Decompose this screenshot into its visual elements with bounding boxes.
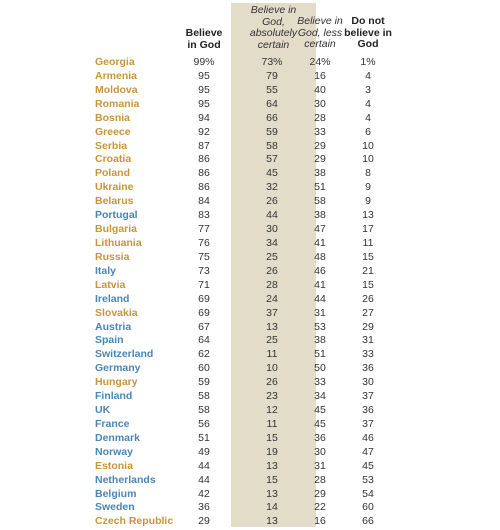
country-label: Norway [95, 445, 133, 458]
cell-value-col3: 48 [314, 250, 326, 263]
country-label: Finland [95, 390, 133, 403]
cell-value-col1: 95 [198, 69, 210, 82]
cell-value-col4: 4 [365, 97, 371, 110]
cell-value-col2: 45 [266, 167, 278, 180]
cell-value-col2: 11 [266, 417, 278, 430]
cell-value-col4: 15 [362, 250, 374, 263]
column-header-2-line-4: certain [257, 38, 290, 51]
cell-value-col4: 45 [362, 459, 374, 472]
table-row [0, 320, 500, 334]
cell-value-col4: 15 [362, 278, 374, 291]
cell-value-col2: 14 [266, 501, 278, 514]
country-label: Denmark [95, 431, 140, 444]
cell-value-col3: 45 [314, 417, 326, 430]
column-header-3-line-3: certain [304, 38, 336, 50]
cell-value-col4: 27 [362, 306, 374, 319]
table-row [0, 55, 500, 69]
table-row [0, 500, 500, 514]
country-label: Armenia [95, 69, 138, 82]
cell-value-col3: 34 [314, 390, 326, 403]
cell-value-col1: 86 [198, 167, 210, 180]
cell-value-col1: 44 [198, 473, 210, 486]
cell-value-col2: 15 [266, 431, 278, 444]
country-label: Netherlands [95, 473, 156, 486]
cell-value-col1: 77 [198, 223, 210, 235]
country-label: Moldova [95, 83, 138, 96]
column-header-1-line-2: in God [187, 38, 221, 51]
country-label: Lithuania [95, 237, 142, 249]
cell-value-col4: 54 [362, 487, 374, 500]
cell-value-col1: 95 [198, 97, 210, 110]
cell-value-col4: 4 [365, 69, 371, 82]
cell-value-col2: 64 [266, 97, 278, 110]
cell-value-col1: 69 [198, 292, 210, 305]
cell-value-col1: 69 [198, 306, 210, 319]
cell-value-col4: 60 [362, 501, 374, 514]
cell-value-col4: 10 [362, 139, 374, 152]
table-row [0, 375, 500, 389]
table-row [0, 83, 500, 97]
cell-value-col2: 37 [266, 306, 278, 319]
cell-value-col2: 23 [266, 390, 278, 403]
cell-value-col3: 41 [314, 278, 326, 291]
cell-value-col2: 12 [266, 404, 278, 416]
cell-value-col3: 29 [314, 153, 326, 166]
country-label: Romania [95, 97, 140, 110]
cell-value-col3: 36 [314, 431, 326, 444]
cell-value-col4: 26 [362, 292, 374, 305]
cell-value-col2: 73% [261, 56, 283, 68]
cell-value-col2: 13 [266, 459, 278, 472]
cell-value-col2: 44 [266, 209, 278, 222]
cell-value-col2: 28 [266, 278, 278, 291]
cell-value-col2: 25 [266, 334, 278, 347]
cell-value-col1: 94 [198, 111, 210, 124]
country-label: France [95, 417, 130, 430]
cell-value-col2: 79 [266, 69, 278, 82]
cell-value-col4: 8 [365, 167, 371, 180]
cell-value-col3: 30 [314, 445, 326, 458]
cell-value-col3: 22 [314, 501, 326, 514]
table-row [0, 222, 500, 236]
cell-value-col3: 41 [314, 237, 326, 249]
cell-value-col3: 46 [314, 264, 326, 277]
cell-value-col2: 58 [266, 139, 278, 152]
country-label: Serbia [95, 139, 128, 152]
cell-value-col4: 30 [362, 376, 374, 389]
country-label: Russia [95, 250, 130, 263]
cell-value-col4: 33 [362, 348, 374, 361]
table-row [0, 194, 500, 208]
country-label: UK [95, 404, 111, 416]
table-row [0, 236, 500, 250]
cell-value-col4: 31 [362, 334, 374, 347]
cell-value-col3: 44 [314, 292, 326, 305]
cell-value-col4: 37 [362, 390, 374, 403]
table-row [0, 389, 500, 403]
country-label: Croatia [95, 153, 132, 166]
cell-value-col4: 10 [362, 153, 374, 166]
cell-value-col1: 95 [198, 83, 210, 96]
cell-value-col1: 62 [198, 348, 210, 361]
country-label: Georgia [95, 56, 135, 68]
cell-value-col2: 25 [266, 250, 278, 263]
column-header-2-line-3: absolutely [249, 27, 298, 39]
cell-value-col2: 19 [266, 445, 278, 458]
country-label: Bulgaria [95, 223, 138, 235]
cell-value-col2: 57 [266, 153, 278, 166]
cell-value-col4: 36 [362, 404, 374, 416]
country-label: Czech Republic [95, 515, 174, 528]
country-label: Bosnia [95, 111, 131, 124]
cell-value-col3: 53 [314, 320, 326, 333]
country-label: Sweden [95, 501, 135, 514]
table-row [0, 125, 500, 139]
cell-value-col2: 10 [266, 362, 278, 375]
country-label: Hungary [95, 376, 138, 389]
cell-value-col1: 29 [198, 515, 210, 528]
cell-value-col1: 71 [198, 278, 210, 291]
cell-value-col4: 17 [362, 223, 374, 235]
cell-value-col2: 55 [266, 83, 278, 96]
cell-value-col2: 26 [266, 195, 278, 208]
cell-value-col3: 33 [314, 376, 326, 389]
cell-value-col3: 38 [314, 167, 326, 180]
column-header-4-line-3: God [357, 38, 379, 50]
country-label: Poland [95, 167, 131, 180]
column-header-4-line-2: believe in [344, 26, 392, 39]
cell-value-col1: 60 [198, 362, 210, 375]
cell-value-col1: 92 [198, 125, 210, 138]
cell-value-col1: 51 [198, 431, 210, 444]
table-row [0, 250, 500, 264]
table-row [0, 111, 500, 125]
cell-value-col3: 28 [314, 111, 326, 124]
cell-value-col4: 1% [360, 56, 376, 68]
cell-value-col2: 59 [266, 125, 278, 138]
table-row [0, 306, 500, 320]
country-label: Ireland [95, 292, 130, 305]
cell-value-col2: 32 [266, 181, 278, 194]
country-label: Greece [95, 125, 131, 138]
cell-value-col4: 47 [362, 445, 374, 458]
cell-value-col3: 16 [314, 515, 326, 528]
cell-value-col4: 36 [362, 362, 374, 375]
country-label: Estonia [95, 459, 133, 472]
table-row [0, 473, 500, 487]
cell-value-col1: 67 [198, 320, 210, 333]
country-label: Belarus [95, 195, 134, 208]
country-label: Spain [95, 334, 124, 347]
column-header-3-line-1: Believe in [297, 15, 343, 27]
table-row [0, 139, 500, 153]
cell-value-col4: 6 [365, 125, 371, 138]
cell-value-col1: 42 [198, 487, 210, 500]
column-header-1-line-1: Believe [185, 27, 223, 39]
cell-value-col1: 58 [198, 404, 210, 416]
country-label: Portugal [95, 209, 138, 222]
country-label: Ukraine [95, 181, 134, 194]
cell-value-col3: 31 [314, 306, 326, 319]
cell-value-col3: 24% [309, 56, 331, 68]
cell-value-col4: 37 [362, 417, 374, 430]
table-row [0, 278, 500, 292]
cell-value-col4: 46 [362, 431, 374, 444]
cell-value-col1: 59 [198, 376, 210, 389]
cell-value-col1: 86 [198, 181, 210, 194]
cell-value-col1: 83 [198, 209, 210, 222]
cell-value-col2: 24 [266, 292, 278, 305]
table-row [0, 292, 500, 306]
cell-value-col1: 75 [198, 250, 210, 263]
cell-value-col3: 28 [314, 473, 326, 486]
cell-value-col2: 66 [266, 111, 278, 124]
cell-value-col2: 13 [266, 515, 278, 528]
cell-value-col3: 40 [314, 83, 326, 96]
table-row [0, 208, 500, 222]
cell-value-col2: 11 [266, 348, 278, 361]
column-header-3-line-2: God, less [297, 26, 343, 39]
country-label: Switzerland [95, 348, 154, 361]
cell-value-col2: 26 [266, 376, 278, 389]
cell-value-col4: 4 [365, 111, 371, 124]
cell-value-col3: 29 [314, 139, 326, 152]
cell-value-col4: 13 [362, 209, 374, 222]
table-row [0, 97, 500, 111]
cell-value-col3: 38 [314, 334, 326, 347]
cell-value-col1: 64 [198, 334, 210, 347]
cell-value-col2: 26 [266, 264, 278, 277]
country-label: Austria [95, 320, 132, 333]
cell-value-col2: 15 [266, 473, 278, 486]
table-row [0, 347, 500, 361]
cell-value-col1: 87 [198, 139, 210, 152]
table-row [0, 417, 500, 431]
column-header-1 [180, 28, 228, 51]
country-label: Latvia [95, 278, 126, 291]
table-row [0, 445, 500, 459]
cell-value-col1: 73 [198, 264, 210, 277]
table-row [0, 180, 500, 194]
cell-value-col4: 21 [362, 264, 374, 277]
cell-value-col3: 47 [314, 223, 326, 235]
cell-value-col1: 58 [198, 390, 210, 403]
cell-value-col3: 45 [314, 404, 326, 416]
cell-value-col4: 29 [362, 320, 374, 333]
cell-value-col3: 38 [314, 209, 326, 222]
country-label: Germany [95, 362, 141, 375]
cell-value-col4: 9 [365, 195, 371, 208]
cell-value-col1: 44 [198, 459, 210, 472]
cell-value-col1: 56 [198, 417, 210, 430]
cell-value-col3: 50 [314, 362, 326, 375]
cell-value-col2: 30 [266, 223, 278, 235]
cell-value-col4: 9 [365, 181, 371, 194]
cell-value-col3: 31 [314, 459, 326, 472]
cell-value-col3: 51 [314, 348, 326, 361]
table-row [0, 69, 500, 83]
table-row [0, 403, 500, 417]
cell-value-col2: 34 [266, 237, 278, 249]
country-label: Slovakia [95, 306, 138, 319]
column-header-4-line-1: Do not [351, 15, 385, 27]
table-row [0, 487, 500, 501]
cell-value-col2: 13 [266, 487, 278, 500]
cell-value-col3: 16 [314, 69, 326, 82]
cell-value-col4: 53 [362, 473, 374, 486]
column-header-2-line-2: God, [262, 15, 285, 28]
cell-value-col1: 99% [193, 56, 215, 68]
table-row [0, 514, 500, 528]
table-row [0, 264, 500, 278]
table-row [0, 166, 500, 180]
cell-value-col1: 36 [198, 501, 210, 514]
table-row [0, 459, 500, 473]
cell-value-col1: 86 [198, 153, 210, 166]
cell-value-col4: 3 [365, 83, 371, 96]
cell-value-col3: 30 [314, 97, 326, 110]
column-header-4 [340, 16, 396, 51]
column-header-2-line-1: Believe in [250, 4, 297, 16]
table-row [0, 361, 500, 375]
cell-value-col1: 76 [198, 237, 210, 249]
cell-value-col2: 13 [266, 320, 278, 333]
cell-value-col1: 84 [198, 195, 210, 208]
cell-value-col3: 33 [314, 125, 326, 138]
table-row [0, 431, 500, 445]
cell-value-col3: 51 [314, 181, 326, 194]
country-label: Belgium [95, 487, 137, 500]
cell-value-col3: 29 [314, 487, 326, 500]
table-row [0, 152, 500, 166]
cell-value-col4: 11 [362, 237, 374, 249]
country-label: Italy [95, 264, 117, 277]
cell-value-col1: 49 [198, 445, 210, 458]
cell-value-col3: 58 [314, 195, 326, 208]
table-row [0, 333, 500, 347]
cell-value-col4: 66 [362, 515, 374, 528]
